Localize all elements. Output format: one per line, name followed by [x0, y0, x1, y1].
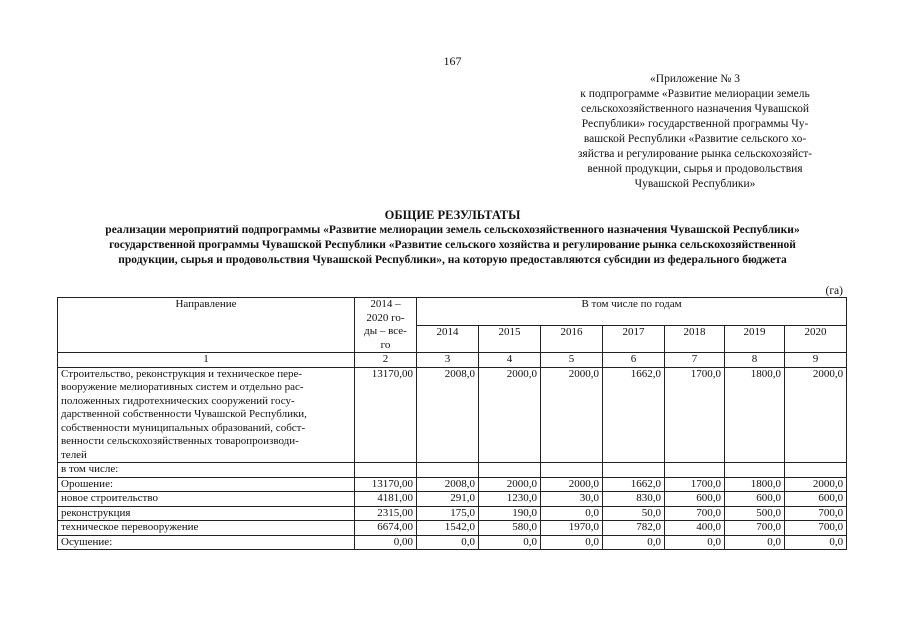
table-row — [58, 463, 847, 478]
header-year: 2014 — [417, 325, 479, 353]
table-row — [58, 477, 847, 492]
header-direction: Направление — [58, 298, 355, 353]
row-value — [541, 463, 603, 478]
row-label-line: новое строительство — [61, 492, 158, 504]
appendix-line: сельскохозяйственного назначения Чувашской — [580, 103, 810, 115]
row-value: 175,0 — [417, 506, 479, 521]
column-number: 4 — [479, 353, 541, 368]
row-label-line: дарственной собственности Чувашской Республики, — [61, 408, 307, 420]
appendix-line: Чувашской Республики» — [634, 178, 756, 190]
header-total-line: го — [380, 338, 391, 351]
appendix-line: венной продукции, сырья и продовольствия — [587, 163, 803, 175]
row-label — [58, 506, 355, 521]
row-value: 600,0 — [725, 492, 785, 507]
row-value: 830,0 — [603, 492, 665, 507]
header-total — [355, 298, 417, 353]
row-value: 2008,0 — [417, 367, 479, 463]
row-label-line: положенных гидротехнических сооружений госу- — [61, 394, 295, 407]
subtitle-line: государственной программы Чувашской Республики «Развитие сельского хозяйства и регулирование рынка сельскохозяйственной — [109, 239, 796, 251]
row-value: 1542,0 — [417, 521, 479, 536]
subtitle-line: реализации мероприятий подпрограммы «Развитие мелиорации земель сельскохозяйственного назначения Чувашской Республики» — [105, 224, 800, 236]
header-row — [58, 298, 847, 326]
row-value: 13170,00 — [355, 367, 417, 463]
row-value: 1700,0 — [665, 367, 725, 463]
row-value: 2008,0 — [417, 477, 479, 492]
row-value: 1970,0 — [541, 521, 603, 536]
row-value: 2000,0 — [785, 477, 847, 492]
header-total-line: 2020 го- — [366, 311, 405, 324]
header-year: 2020 — [785, 325, 847, 353]
table-row — [58, 535, 847, 550]
row-value: 6674,00 — [355, 521, 417, 536]
row-value — [479, 463, 541, 478]
row-value: 700,0 — [785, 506, 847, 521]
table-row — [58, 367, 847, 463]
appendix-note — [560, 72, 830, 192]
row-value: 0,0 — [785, 535, 847, 550]
row-value: 2000,0 — [479, 477, 541, 492]
appendix-line: к подпрограмме «Развитие мелиорации земель — [580, 88, 810, 100]
header-years-group: В том числе по годам — [417, 298, 847, 326]
row-label — [58, 463, 355, 478]
row-value: 1662,0 — [603, 367, 665, 463]
table-row — [58, 506, 847, 521]
column-number: 1 — [58, 353, 355, 368]
column-numbers-row — [58, 353, 847, 368]
appendix-line: вашской Республики «Развитие сельского хо- — [583, 133, 807, 145]
row-value — [725, 463, 785, 478]
row-value: 400,0 — [665, 521, 725, 536]
row-value: 0,00 — [355, 535, 417, 550]
row-label-line: телей — [61, 448, 87, 461]
table-row — [58, 521, 847, 536]
appendix-line: Республики» государственной программы Чу- — [581, 118, 809, 130]
column-number: 6 — [603, 353, 665, 368]
row-label-line: техническое перевооружение — [61, 521, 199, 533]
row-value: 2000,0 — [479, 367, 541, 463]
row-value — [603, 463, 665, 478]
row-value: 50,0 — [603, 506, 665, 521]
row-value: 2000,0 — [785, 367, 847, 463]
row-value: 2000,0 — [541, 367, 603, 463]
appendix-line: зяйства и регулирование рынка сельскохозяйст- — [577, 148, 813, 160]
row-value: 1230,0 — [479, 492, 541, 507]
row-value: 0,0 — [603, 535, 665, 550]
row-value: 0,0 — [417, 535, 479, 550]
column-number: 8 — [725, 353, 785, 368]
header-total-line: ды – все- — [364, 325, 407, 337]
document-title: ОБЩИЕ РЕЗУЛЬТАТЫ — [384, 208, 521, 222]
row-label-line: вооружение мелиоративных систем и отдельно рас- — [61, 381, 304, 393]
column-number: 3 — [417, 353, 479, 368]
row-label — [58, 477, 355, 492]
row-label-line: реконструкция — [61, 506, 131, 519]
header-year: 2018 — [665, 325, 725, 353]
appendix-line: «Приложение № 3 — [650, 73, 740, 85]
row-label-line: венности сельскохозяйственных товаропроизводи- — [61, 435, 299, 447]
row-value: 1800,0 — [725, 367, 785, 463]
row-value: 700,0 — [665, 506, 725, 521]
row-label-line: Орошение: — [61, 477, 114, 490]
column-number: 7 — [665, 353, 725, 368]
row-value: 0,0 — [541, 535, 603, 550]
row-value: 0,0 — [479, 535, 541, 550]
row-label — [58, 367, 355, 463]
unit-label: (га) — [825, 285, 843, 297]
header-year: 2015 — [479, 325, 541, 353]
header-year: 2017 — [603, 325, 665, 353]
row-value: 1800,0 — [725, 477, 785, 492]
row-label — [58, 535, 355, 550]
row-value — [355, 463, 417, 478]
row-label-line: Строительство, реконструкция и техническое пере- — [61, 367, 303, 380]
row-value — [417, 463, 479, 478]
row-label-line: в том числе: — [61, 463, 119, 475]
subtitle-line: продукции, сырья и продовольствия Чувашской Республики», на которую предоставляются субсидии из федерального бюджета — [118, 254, 787, 266]
row-value: 700,0 — [725, 521, 785, 536]
document-subtitle — [50, 223, 855, 268]
row-value: 580,0 — [479, 521, 541, 536]
row-label-line: собственности муниципальных образований, собст- — [61, 421, 306, 434]
row-value: 0,0 — [665, 535, 725, 550]
row-value: 30,0 — [541, 492, 603, 507]
row-label — [58, 521, 355, 536]
row-value: 13170,00 — [355, 477, 417, 492]
row-value: 600,0 — [665, 492, 725, 507]
row-value: 700,0 — [785, 521, 847, 536]
row-value: 291,0 — [417, 492, 479, 507]
row-value: 1700,0 — [665, 477, 725, 492]
row-value — [665, 463, 725, 478]
row-label-line: Осушение: — [61, 535, 113, 548]
page-number: 167 — [443, 54, 462, 68]
row-value — [785, 463, 847, 478]
row-value: 190,0 — [479, 506, 541, 521]
header-year: 2019 — [725, 325, 785, 353]
header-total-line: 2014 – — [370, 298, 401, 310]
row-value: 600,0 — [785, 492, 847, 507]
results-table — [57, 297, 847, 550]
row-value: 4181,00 — [355, 492, 417, 507]
row-value: 2315,00 — [355, 506, 417, 521]
column-number: 2 — [355, 353, 417, 368]
header-year: 2016 — [541, 325, 603, 353]
row-value: 1662,0 — [603, 477, 665, 492]
table-row — [58, 492, 847, 507]
column-number: 5 — [541, 353, 603, 368]
column-number: 9 — [785, 353, 847, 368]
row-value: 0,0 — [725, 535, 785, 550]
row-value: 782,0 — [603, 521, 665, 536]
row-value: 2000,0 — [541, 477, 603, 492]
row-value: 500,0 — [725, 506, 785, 521]
row-value: 0,0 — [541, 506, 603, 521]
row-label — [58, 492, 355, 507]
